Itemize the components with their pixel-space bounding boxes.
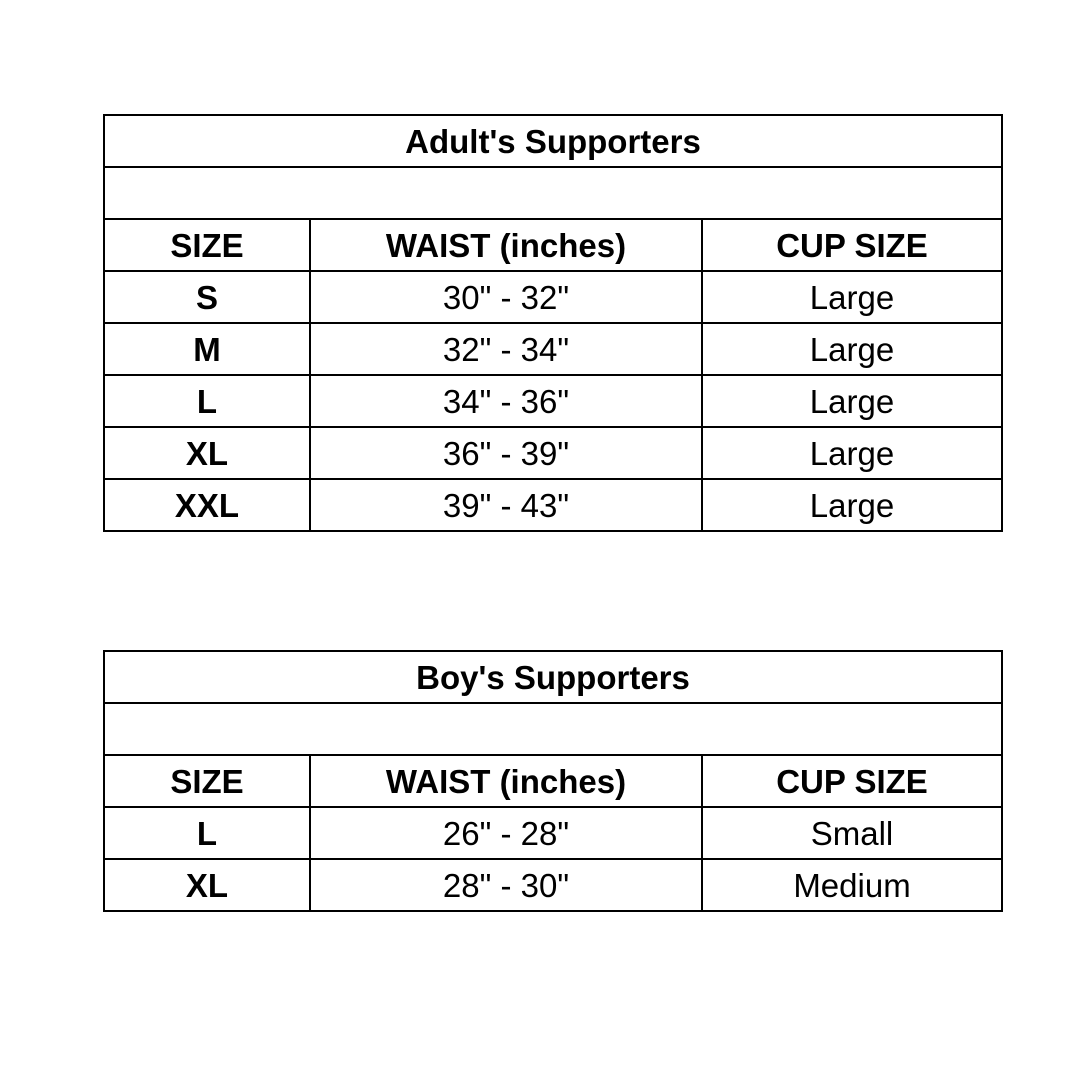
cup-size-cell: Large — [702, 271, 1002, 323]
size-header: SIZE — [104, 755, 310, 807]
cup-size-header: CUP SIZE — [702, 755, 1002, 807]
blank-row — [104, 167, 1002, 219]
waist-cell: 28" - 30" — [310, 859, 702, 911]
table-row — [104, 427, 1002, 479]
size-cell: M — [104, 323, 310, 375]
cup-size-cell: Large — [702, 427, 1002, 479]
cup-size-cell: Large — [702, 479, 1002, 531]
size-cell: XL — [104, 859, 310, 911]
waist-header: WAIST (inches) — [310, 219, 702, 271]
size-cell: S — [104, 271, 310, 323]
waist-cell: 36" - 39" — [310, 427, 702, 479]
size-cell: L — [104, 807, 310, 859]
cup-size-cell: Large — [702, 323, 1002, 375]
waist-header: WAIST (inches) — [310, 755, 702, 807]
table-row — [104, 271, 1002, 323]
header-row — [104, 219, 1002, 271]
size-cell: L — [104, 375, 310, 427]
header-row — [104, 755, 1002, 807]
blank-row — [104, 703, 1002, 755]
blank-cell — [104, 703, 1002, 755]
cup-size-cell: Medium — [702, 859, 1002, 911]
table-row — [104, 323, 1002, 375]
waist-cell: 34" - 36" — [310, 375, 702, 427]
table-row — [104, 375, 1002, 427]
table-title: Adult's Supporters — [104, 115, 1002, 167]
size-cell: XXL — [104, 479, 310, 531]
cup-size-cell: Small — [702, 807, 1002, 859]
cup-size-cell: Large — [702, 375, 1002, 427]
table-title: Boy's Supporters — [104, 651, 1002, 703]
table-title-row — [104, 651, 1002, 703]
blank-cell — [104, 167, 1002, 219]
waist-cell: 30" - 32" — [310, 271, 702, 323]
waist-cell: 39" - 43" — [310, 479, 702, 531]
boys-supporters-table — [103, 650, 1003, 912]
size-cell: XL — [104, 427, 310, 479]
table-row — [104, 479, 1002, 531]
waist-cell: 26" - 28" — [310, 807, 702, 859]
waist-cell: 32" - 34" — [310, 323, 702, 375]
table-row — [104, 859, 1002, 911]
size-header: SIZE — [104, 219, 310, 271]
table-row — [104, 807, 1002, 859]
cup-size-header: CUP SIZE — [702, 219, 1002, 271]
table-title-row — [104, 115, 1002, 167]
adult-supporters-table — [103, 114, 1003, 532]
